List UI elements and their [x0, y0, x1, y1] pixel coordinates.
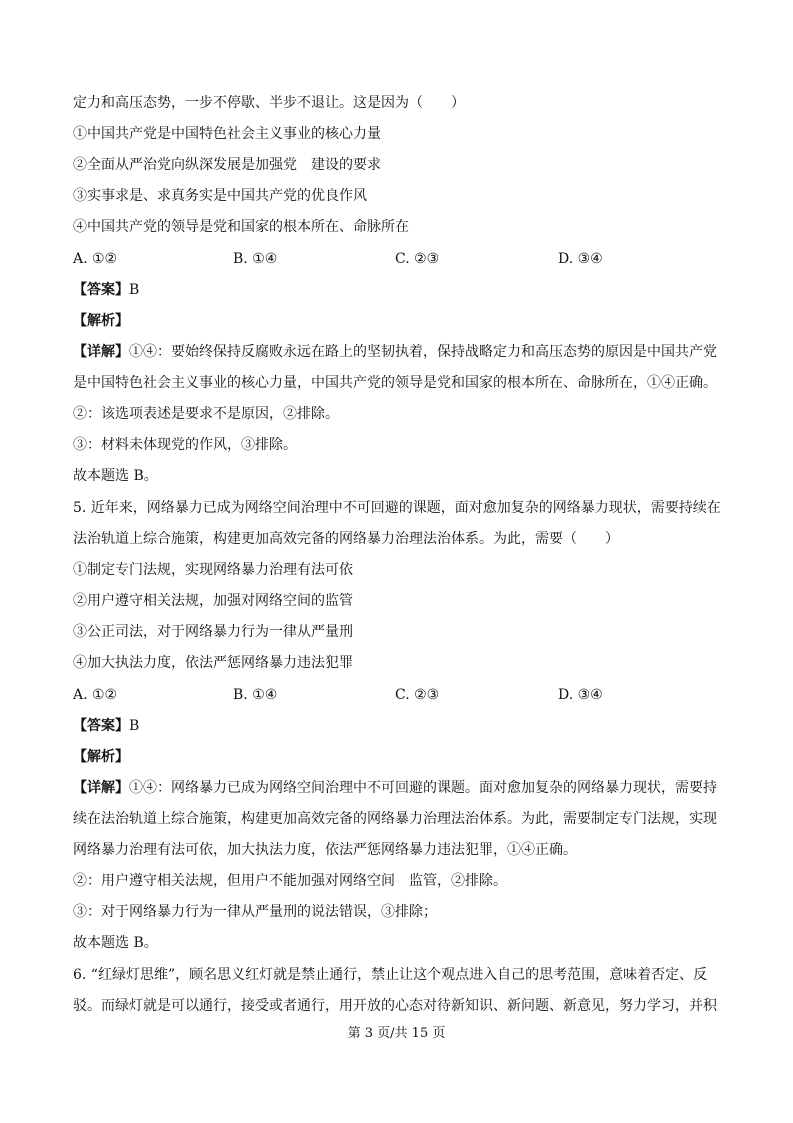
q5-detail-line-1 [73, 778, 733, 798]
q5-answer-tag: 【答案】 [73, 718, 129, 734]
q5-stem-line-2: 法治轨道上综合施策，构建更加高效完备的网络暴力治理法治体系。为此，需要（ ） [73, 531, 619, 547]
answer-line [73, 280, 733, 300]
q5-detail-line-2: 续在法治轨道上综合施策，构建更加高效完备的网络暴力治理法治体系。为此，需要制定专门法规，实现 [73, 811, 717, 827]
q6-stem-line-1: 6. “红绿灯思维”，顾名思义红灯就是禁止通行，禁止让这个观点进入自己的思考范围，意味着否定、反 [73, 967, 708, 983]
q5-detail-tag: 【详解】 [73, 780, 129, 796]
answer-options [73, 249, 733, 269]
answer-value: B [129, 282, 140, 298]
conclusion-line: 故本题选 B。 [73, 468, 158, 484]
detail-text: ①④：要始终保持反腐败永远在路上的坚韧执着，保持战略定力和高压态势的原因是中国共产党 [129, 344, 717, 360]
q5-option-a: A. ①② [73, 687, 118, 703]
q5-option-c: C. ②③ [395, 687, 440, 703]
note-line-1: ②：该选项表述是要求不是原因，②排除。 [73, 406, 339, 422]
analysis-tag: 【解析】 [73, 313, 129, 329]
choice-1: ①中国共产党是中国特色社会主义事业的核心力量 [73, 126, 381, 142]
q5-choice-3: ③公正司法，对于网络暴力行为一律从严量刑 [73, 624, 353, 640]
q5-choice-1: ①制定专门法规，实现网络暴力治理有法可依 [73, 562, 353, 578]
q5-choice-4: ④加大执法力度，依法严惩网络暴力违法犯罪 [73, 655, 353, 671]
q5-answer-options [73, 685, 733, 705]
page-footer: 第 3 页/共 15 页 [347, 1026, 446, 1041]
q5-choice-2: ②用户遵守相关法规，加强对网络空间的监管 [73, 593, 353, 609]
note-line-2: ③：材料未体现党的作风，③排除。 [73, 437, 297, 453]
q5-stem-line-1: 5. 近年来，网络暴力已成为网络空间治理中不可回避的课题，面对愈加复杂的网络暴力现状，需要持续在 [73, 500, 721, 516]
q5-detail-line-3: 网络暴力治理有法可依，加大执法力度，依法严惩网络暴力违法犯罪，①④正确。 [73, 842, 577, 858]
question-stem-continuation: 定力和高压态势，一步不停歇、半步不退让。这是因为（ ） [73, 95, 465, 111]
q5-conclusion-line: 故本题选 B。 [73, 935, 158, 951]
q5-answer-value: B [129, 718, 140, 734]
option-c: C. ②③ [395, 251, 440, 267]
answer-tag: 【答案】 [73, 282, 129, 298]
choice-2: ②全面从严治党向纵深发展是加强党 建设的要求 [73, 157, 381, 173]
q5-note-line-1: ②：用户遵守相关法规，但用户不能加强对网络空间 监管，②排除。 [73, 873, 507, 889]
q5-answer-line [73, 716, 733, 736]
choice-4: ④中国共产党的领导是党和国家的根本所在、命脉所在 [73, 219, 409, 235]
option-d: D. ③④ [558, 251, 603, 267]
detail-tag: 【详解】 [73, 344, 129, 360]
option-a: A. ①② [73, 251, 118, 267]
choice-3: ③实事求是、求真务实是中国共产党的优良作风 [73, 188, 367, 204]
detail-line-1 [73, 342, 733, 362]
q5-option-d: D. ③④ [558, 687, 603, 703]
q6-stem-line-2: 驳。而绿灯就是可以通行，接受或者通行，用开放的心态对待新知识、新问题、新意见，努力学习，并积 [73, 998, 717, 1014]
q5-option-b: B. ①④ [233, 687, 278, 703]
q5-note-line-2: ③：对于网络暴力行为一律从严量刑的说法错误，③排除； [73, 904, 437, 920]
detail-line-2: 是中国特色社会主义事业的核心力量，中国共产党的领导是党和国家的根本所在、命脉所在，①④正确。 [73, 375, 717, 391]
q5-detail-text: ①④：网络暴力已成为网络空间治理中不可回避的课题。面对愈加复杂的网络暴力现状，需要持 [129, 780, 717, 796]
option-b: B. ①④ [233, 251, 278, 267]
q5-analysis-tag: 【解析】 [73, 749, 129, 765]
